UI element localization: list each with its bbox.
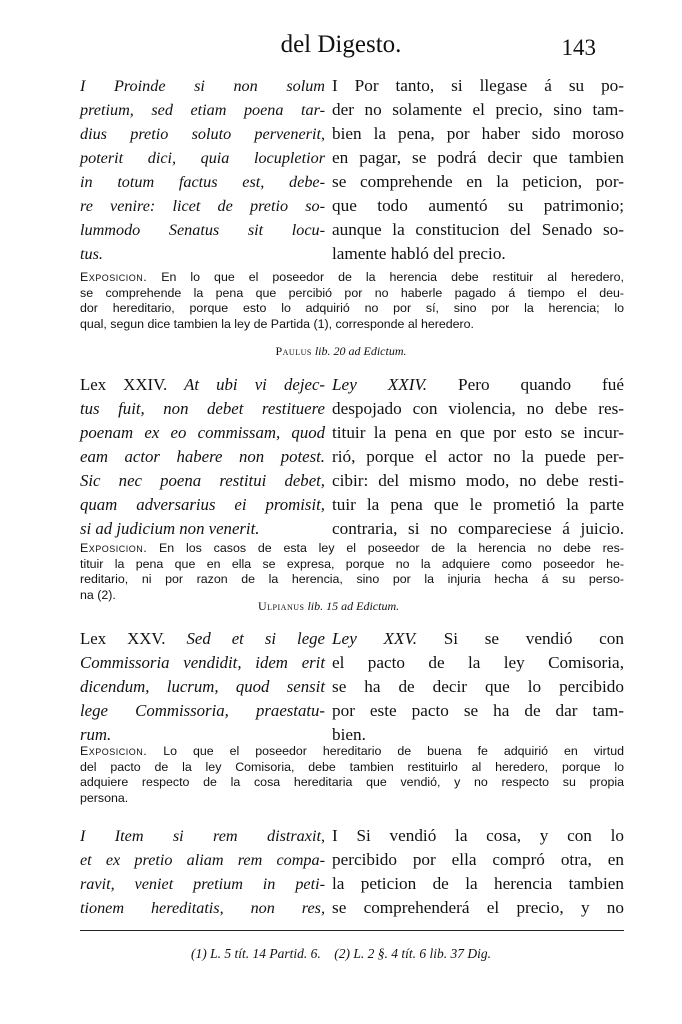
- source-author: Paulus: [275, 344, 312, 358]
- exposicion-line: se comprehende la pena que percibió por no haberle pagado á tiempo el deu-: [80, 285, 624, 300]
- spanish-column-section1: [332, 74, 624, 266]
- spanish-line: bien la pena, por haber sido moroso: [332, 124, 624, 143]
- spanish-line: se comprehende en la peticion, por-: [332, 172, 624, 191]
- source-reference: lib. 15 ad Edictum.: [307, 599, 400, 613]
- latin-line: in totum factus est, debe-: [80, 173, 325, 191]
- latin-line: Sic nec poena restitui debet,: [80, 471, 325, 490]
- exposicion-line: del pacto de la ley Comisoria, debe tambien restituirlo al heredero, porque lo: [80, 759, 624, 774]
- spanish-line: bien.: [332, 725, 366, 744]
- spanish-line: por este pacto se ha de dar tam-: [332, 701, 624, 720]
- exposicion-line: tituir la pena que en ella se expresa, porque no la adquiere como poseedor he-: [80, 556, 624, 571]
- latin-column-lex24: [80, 373, 325, 541]
- exposicion-line: persona.: [80, 790, 129, 805]
- latin-line: ravit, veniet pretium in peti-: [80, 875, 325, 893]
- latin-line: Sed et si lege: [186, 629, 325, 648]
- latin-line: re venire: licet de pretio so-: [80, 197, 325, 215]
- latin-line: quam adversarius ei promisit,: [80, 495, 325, 514]
- spanish-line: despojado con violencia, no debe res-: [332, 399, 624, 418]
- latin-line: lummodo Senatus sit locu-: [80, 221, 325, 239]
- latin-line: Commissoria vendidit, idem erit: [80, 653, 325, 672]
- spanish-line: que todo aumentó su patrimonio;: [332, 196, 624, 215]
- footnote-1: (1) L. 5 tít. 14 Partid. 6.: [190, 946, 321, 961]
- source-author: Ulpianus: [258, 599, 305, 613]
- spanish-line: en pagar, se podrá decir que tambien: [332, 148, 624, 167]
- spanish-line: rió, porque el actor no la puede per-: [332, 447, 624, 466]
- latin-column-lex25: [80, 627, 325, 747]
- latin-line: lege Commissoria, praestatu-: [80, 701, 325, 720]
- latin-line: rum.: [80, 725, 112, 744]
- footnotes: [0, 946, 682, 962]
- footnote-2: (2) L. 2 §. 4 tít. 6 lib. 37 Dig.: [334, 946, 492, 961]
- ley-heading: Ley XXIV.: [332, 375, 428, 394]
- latin-line: I Item si rem distraxit,: [80, 827, 325, 845]
- source-citation-1: [0, 344, 682, 359]
- spanish-line: I Si vendió la cosa, y con lo: [332, 826, 624, 845]
- exposicion-line: reditario, ni por razon de la herencia, sino por la injuria hecha á su perso-: [80, 572, 624, 586]
- exposicion-3: [80, 744, 624, 806]
- latin-line: poterit dici, quia locupletior: [80, 149, 325, 167]
- latin-column-section1: [80, 74, 325, 266]
- spanish-line: Pero quando fué: [458, 375, 624, 394]
- spanish-line: aunque la constitucion del Senado so-: [332, 220, 624, 239]
- source-citation-2: [258, 599, 399, 614]
- latin-line: At ubi vi dejec-: [184, 375, 325, 394]
- latin-line: tionem hereditatis, non res,: [80, 899, 325, 917]
- latin-line: si ad judicium non venerit.: [80, 519, 260, 538]
- spanish-line: I Por tanto, si llegase á su po-: [332, 76, 624, 95]
- spanish-line: tituir la pena en que por esto se incur-: [332, 423, 624, 442]
- spanish-line: percibido por ella compró otra, en: [332, 850, 624, 869]
- spanish-line: der no solamente el precio, sino tam-: [332, 100, 624, 119]
- ley-heading: Ley XXV.: [332, 629, 418, 648]
- running-head-title: del Digesto.: [280, 31, 402, 58]
- source-reference: lib. 20 ad Edictum.: [314, 344, 407, 358]
- spanish-line: tuir la pena que le prometió la parte: [332, 495, 624, 514]
- exposicion-label: Exposicion.: [80, 541, 148, 555]
- latin-line: pretium, sed etiam poena tar-: [80, 101, 325, 119]
- exposicion-label: Exposicion.: [80, 744, 148, 758]
- lex-heading: Lex XXV.: [80, 629, 166, 648]
- exposicion-line: En lo que el poseedor de la herencia debe restituir al heredero,: [147, 270, 624, 284]
- latin-line: dius pretio soluto pervenerit,: [80, 125, 325, 143]
- exposicion-line: En los casos de esta ley el poseedor de la herencia no debe res-: [147, 541, 624, 555]
- exposicion-line: dor hereditario, porque esto lo adquirió no por sí, sino por la herencia; lo: [80, 301, 624, 315]
- spanish-line: el pacto de la ley Comisoria,: [332, 653, 624, 672]
- spanish-line: lamente habló del precio.: [332, 244, 506, 263]
- latin-line: tus.: [80, 245, 103, 263]
- spanish-line: se ha de decir que lo percibido: [332, 677, 624, 696]
- spanish-line: la peticion de la herencia tambien: [332, 874, 624, 893]
- exposicion-line: na (2).: [80, 587, 116, 602]
- spanish-line: cibir: del mismo modo, no debe resti-: [332, 471, 624, 490]
- exposicion-line: adquiere respecto de la cosa hereditaria que vendió, y no respecto su propia: [80, 775, 624, 789]
- spanish-line: Si se vendió con: [443, 629, 624, 648]
- footnote-rule: [80, 930, 624, 931]
- latin-line: tus fuit, non debet restituere: [80, 399, 325, 418]
- exposicion-line: Lo que el poseedor hereditario de buena fe adquirió en virtud: [147, 744, 624, 758]
- exposicion-line: qual, segun dice tambien la ley de Partida (1), corresponde al heredero.: [80, 316, 474, 331]
- exposicion-1: [80, 270, 624, 332]
- spanish-column-lex24: [332, 373, 624, 541]
- latin-line: poenam ex eo commissam, quod: [80, 423, 325, 442]
- page-number: 143: [561, 35, 596, 60]
- latin-line: I Proinde si non solum: [80, 77, 325, 95]
- latin-line: et ex pretio aliam rem compa-: [80, 851, 325, 869]
- exposicion-label: Exposicion.: [80, 270, 148, 284]
- latin-line: dicendum, lucrum, quod sensit: [80, 677, 325, 696]
- exposicion-2: [80, 541, 624, 603]
- spanish-line: contraria, si no compareciese á juicio.: [332, 519, 624, 538]
- spanish-column-section-last: [332, 824, 624, 920]
- latin-column-section-last: [80, 824, 325, 920]
- latin-line: eam actor habere non potest.: [80, 447, 325, 466]
- spanish-column-lex25: [332, 627, 624, 747]
- spanish-line: se comprehenderá el precio, y no: [332, 898, 624, 917]
- lex-heading: Lex XXIV.: [80, 375, 168, 394]
